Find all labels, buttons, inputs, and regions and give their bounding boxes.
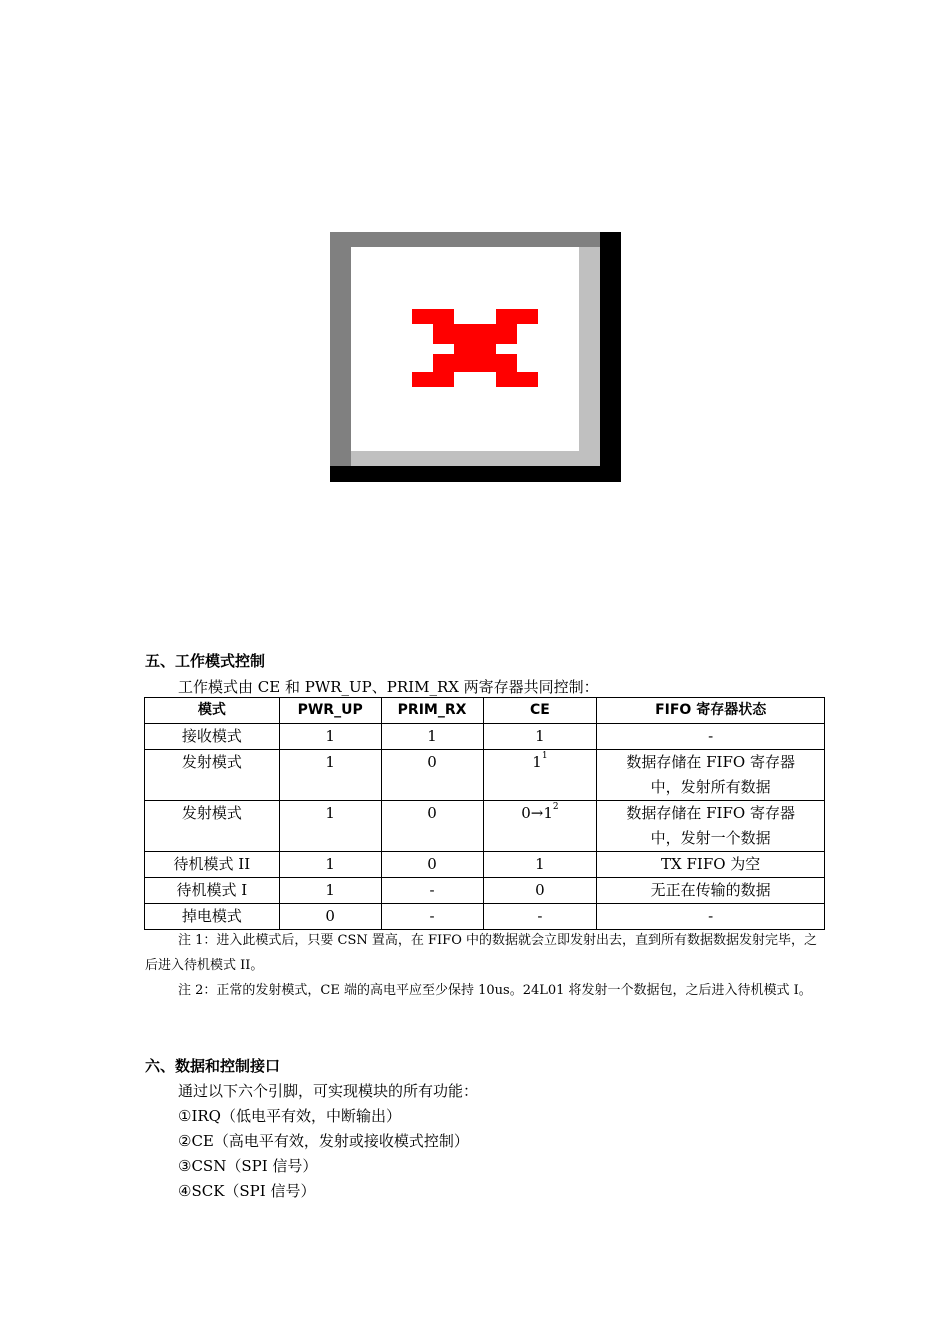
cell-mode: 待机模式 II bbox=[145, 852, 280, 878]
table-header-row bbox=[145, 698, 825, 724]
note-2 bbox=[145, 978, 825, 1003]
note-2-text: 注 2：正常的发射模式，CE 端的高电平应至少保持 10us。24L01 将发射一个数据包，之后进入待机模式 I。 bbox=[178, 983, 812, 998]
ce-value: 0→1 bbox=[521, 804, 553, 822]
broken-image-placeholder bbox=[330, 232, 621, 482]
table-row bbox=[145, 724, 825, 750]
cell-prim-rx: 0 bbox=[381, 801, 483, 852]
cell-fifo: - bbox=[597, 724, 825, 750]
cell-pwr-up: 1 bbox=[279, 801, 381, 852]
cell-fifo: 数据存储在 FIFO 寄存器中，发射一个数据 bbox=[597, 801, 825, 852]
footnote-ref: 1 bbox=[541, 751, 548, 761]
section-six-intro: 通过以下六个引脚，可实现模块的所有功能： bbox=[178, 1082, 479, 1100]
cell-prim-rx: - bbox=[381, 878, 483, 904]
broken-image-icon bbox=[412, 309, 538, 387]
table-row bbox=[145, 801, 825, 852]
note-1 bbox=[145, 928, 825, 978]
table-row bbox=[145, 852, 825, 878]
cell-mode: 发射模式 bbox=[145, 750, 280, 801]
cell-ce: 1 bbox=[483, 724, 597, 750]
ce-value: 1 bbox=[532, 753, 542, 771]
cell-pwr-up: 0 bbox=[279, 904, 381, 930]
cell-fifo: 数据存储在 FIFO 寄存器中，发射所有数据 bbox=[597, 750, 825, 801]
cell-fifo: - bbox=[597, 904, 825, 930]
cell-pwr-up: 1 bbox=[279, 878, 381, 904]
footnote-ref: 2 bbox=[552, 802, 559, 812]
work-mode-table bbox=[144, 697, 825, 930]
cell-mode: 接收模式 bbox=[145, 724, 280, 750]
cell-pwr-up: 1 bbox=[279, 724, 381, 750]
cell-mode: 待机模式 I bbox=[145, 878, 280, 904]
cell-mode: 掉电模式 bbox=[145, 904, 280, 930]
cell-fifo: 无正在传输的数据 bbox=[597, 878, 825, 904]
header-pwr-up: PWR_UP bbox=[279, 698, 381, 724]
cell-prim-rx: - bbox=[381, 904, 483, 930]
header-ce: CE bbox=[483, 698, 597, 724]
cell-pwr-up: 1 bbox=[279, 852, 381, 878]
cell-ce: - bbox=[483, 904, 597, 930]
cell-prim-rx: 0 bbox=[381, 750, 483, 801]
list-item: ④SCK（SPI 信号） bbox=[178, 1182, 316, 1200]
cell-ce bbox=[483, 750, 597, 801]
list-item: ②CE（高电平有效，发射或接收模式控制） bbox=[178, 1132, 469, 1150]
cell-ce: 0 bbox=[483, 878, 597, 904]
header-prim-rx: PRIM_RX bbox=[381, 698, 483, 724]
section-six-title: 六、数据和控制接口 bbox=[145, 1057, 281, 1075]
table-row bbox=[145, 904, 825, 930]
cell-prim-rx: 1 bbox=[381, 724, 483, 750]
table-row bbox=[145, 750, 825, 801]
cell-fifo: TX FIFO 为空 bbox=[597, 852, 825, 878]
table-row bbox=[145, 878, 825, 904]
note-1-text: 注 1：进入此模式后，只要 CSN 置高，在 FIFO 中的数据就会立即发射出去，直到所有数据数据发射完毕，之后进入待机模式 II。 bbox=[145, 933, 817, 973]
cell-ce bbox=[483, 801, 597, 852]
cell-mode: 发射模式 bbox=[145, 801, 280, 852]
header-mode: 模式 bbox=[145, 698, 280, 724]
cell-prim-rx: 0 bbox=[381, 852, 483, 878]
list-item: ①IRQ（低电平有效，中断输出） bbox=[178, 1107, 401, 1125]
cell-ce: 1 bbox=[483, 852, 597, 878]
cell-pwr-up: 1 bbox=[279, 750, 381, 801]
section-five-title: 五、工作模式控制 bbox=[145, 652, 266, 670]
list-item: ③CSN（SPI 信号） bbox=[178, 1157, 318, 1175]
section-five-intro: 工作模式由 CE 和 PWR_UP、PRIM_RX 两寄存器共同控制： bbox=[178, 678, 599, 696]
header-fifo-status: FIFO 寄存器状态 bbox=[597, 698, 825, 724]
